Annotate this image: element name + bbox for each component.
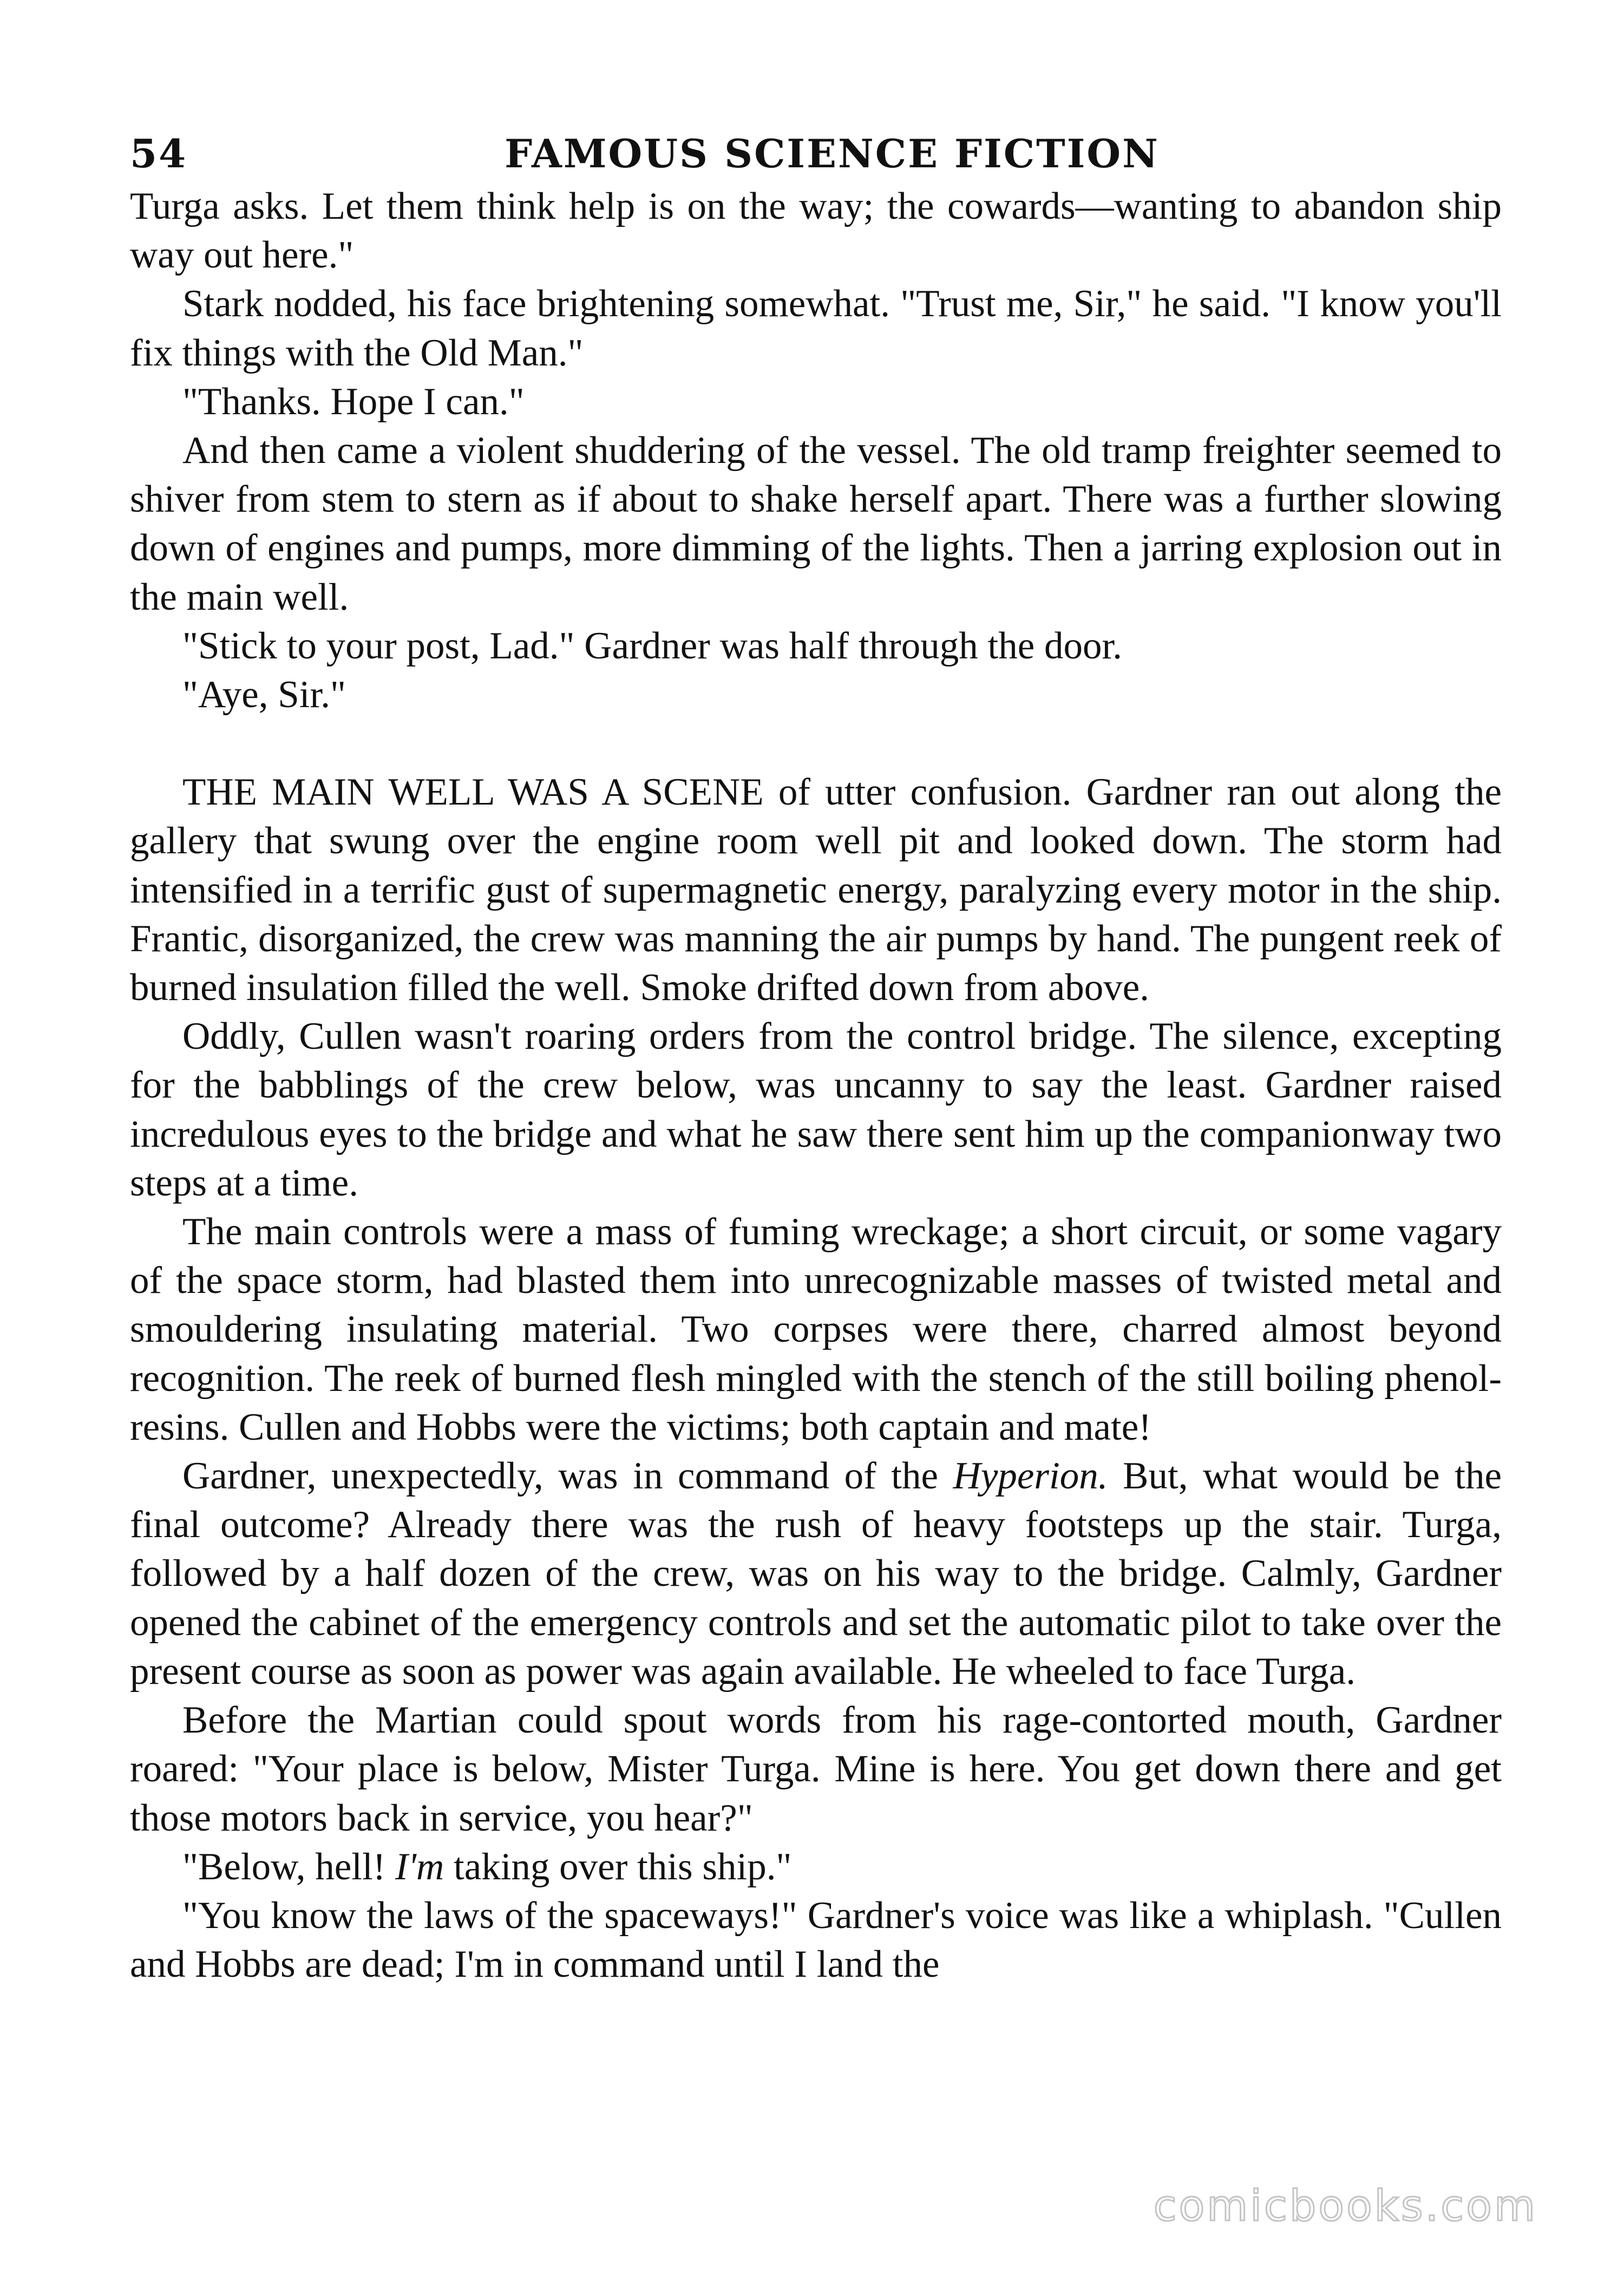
paragraph <box>130 1452 1502 1696</box>
section-opening-paragraph: THE MAIN WELL WAS A SCENE of utter confusion. Gardner ran out along the gallery that swung over the engine room well pit and looked down. The storm had intensified in a terrific gust of supermagnetic energy, paralyzing every motor in the ship. Frantic, disorganized, the crew was manning the air pumps by hand. The pungent reek of burned insulation filled the well. Smoke drifted down from above. <box>130 771 1502 1009</box>
paragraph: "Stick to your post, Lad." Gardner was half through the door. <box>182 624 1122 667</box>
paragraph-text: But, what would be the final outcome? Already there was the rush of heavy footsteps up the stair. Turga, followed by a half dozen of the crew, was on his way to the bridge. Calmly, Gardner opened the cabinet of the emergency controls and set the automatic pilot to take over the present course as soon as power was again available. He wheeled to face Turga. <box>130 1455 1502 1693</box>
paragraph: Oddly, Cullen wasn't roaring orders from the control bridge. The silence, excepting for the babblings of the crew below, was uncanny to say the least. Gardner raised incredulous eyes to the bridge and what he saw there sent him up the companionway two steps at a time. <box>130 1015 1502 1204</box>
ship-name-italic: Hyperion. <box>953 1455 1108 1498</box>
site-watermark: comicbooks.com <box>1153 2182 1537 2231</box>
paragraph: And then came a violent shuddering of the vessel. The old tramp freighter seemed to shiver from stem to stern as if about to shake herself apart. There was a further slowing down of engines and pumps, more dimming of the lights. Then a jarring explosion out in the main well. <box>130 429 1502 618</box>
paragraph: "Aye, Sir." <box>182 674 346 716</box>
paragraph: "You know the laws of the spaceways!" Gardner's voice was like a whiplash. "Cullen and Hobbs are dead; I'm in command until I land the <box>130 1894 1502 1986</box>
paragraph: Turga asks. Let them think help is on the way; the cowards—wanting to abandon ship way out here." <box>130 185 1502 277</box>
paragraph: Stark nodded, his face brightening somewhat. "Trust me, Sir," he said. "I know you'll fix things with the Old Man." <box>130 283 1502 374</box>
paragraph-text: taking over this ship." <box>444 1845 792 1888</box>
paragraph <box>130 1842 1502 1891</box>
publication-title: FAMOUS SCIENCE FICTION <box>505 130 1160 177</box>
paragraph: Before the Martian could spout words from his rage-contorted mouth, Gardner roared: "Your place is below, Mister Turga. Mine is here. You get down there and get those motors back in service, you hear?" <box>130 1699 1502 1839</box>
paragraph: "Thanks. Hope I can." <box>182 380 525 423</box>
page-number: 54 <box>130 130 188 177</box>
running-head <box>130 128 1502 180</box>
book-page <box>130 128 1502 2131</box>
paragraph-text: "Below, hell! <box>182 1845 396 1888</box>
paragraph-text: Gardner, unexpectedly, was in command of the <box>182 1455 953 1498</box>
story-text <box>130 182 1502 1989</box>
paragraph: The main controls were a mass of fuming wreckage; a short circuit, or some vagary of the space storm, had blasted them into unrecognizable masses of twisted metal and smouldering insulating material. Two corpses were there, charred almost beyond recognition. The reek of burned flesh mingled with the stench of the still boiling phenol-resins. Cullen and Hobbs were the victims; both captain and mate! <box>130 1211 1502 1448</box>
emphasis-italic: I'm <box>395 1845 444 1888</box>
